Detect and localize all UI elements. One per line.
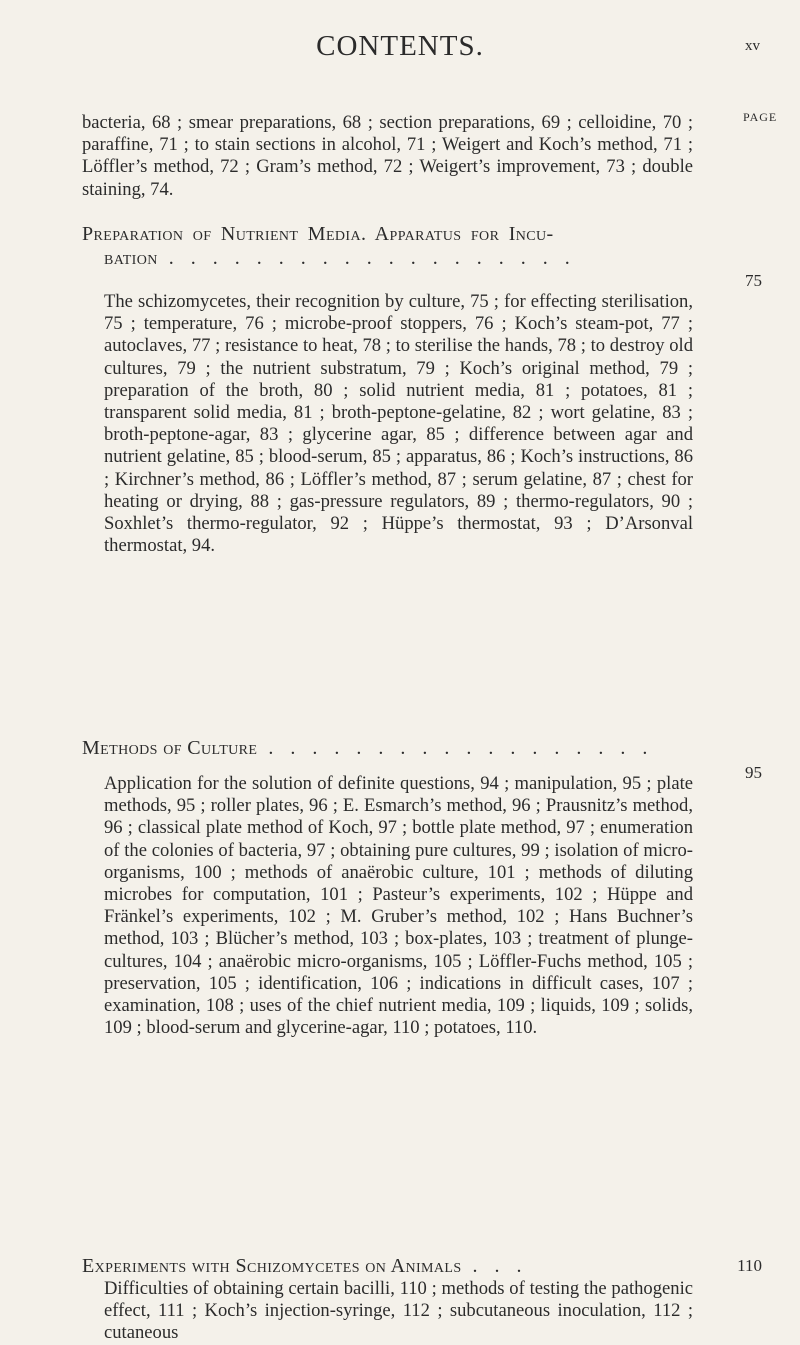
section-heading-text: bation bbox=[104, 247, 158, 269]
page-column-label: PAGE bbox=[743, 110, 778, 124]
page-folio: xv bbox=[745, 38, 760, 54]
section-heading-text: Methods of Culture bbox=[82, 737, 258, 759]
leader-dots: . . . . . . . . . . . . . . . . . . . bbox=[157, 247, 576, 269]
section-heading-experiments-on-animals bbox=[82, 1254, 722, 1278]
section-heading-line-2 bbox=[82, 246, 722, 270]
section-heading-nutrient-media bbox=[82, 222, 722, 270]
section-body: The schizomycetes, their recognition by culture, 75 ; for effecting sterilisation, 75 ; temperature, 76 ; microbe-proof stoppers, 76 ; Koch’s steam-pot, 77 ; autoclaves, 77 ; resistance to heat, 78 ; to sterilise the hands, 78 ; to destroy old cultures, 79 ; the nutrient substratum, 79 ; Koch’s original method, 79 ; preparation of the broth, 80 ; solid nutrient media, 81 ; potatoes, 81 ; transparent solid media, 81 ; broth-peptone-gelatine, 82 ; wort gelatine, 83 ; broth-peptone-agar, 83 ; glycerine agar, 85 ; difference between agar and nutrient gelatine, 85 ; blood-serum, 85 ; apparatus, 86 ; Koch’s instructions, 86 ; Kirchner’s method, 86 ; Löffler’s method, 87 ; serum gelatine, 87 ; chest for heating or drying, 88 ; gas-pressure regulators, 89 ; thermo-regulators, 90 ; Soxhlet’s thermo-regulator, 92 ; Hüppe’s thermostat, 93 ; D’Arsonval thermostat, 94. bbox=[104, 291, 693, 557]
continuation-paragraph: bacteria, 68 ; smear preparations, 68 ; section preparations, 69 ; celloidine, 70 ; paraffine, 71 ; to stain sections in alcohol, 71 ; Weigert and Koch’s method, 71 ; Löffler’s method, 72 ; Gram’s method, 72 ; Weigert’s improvement, 73 ; double staining, 74. bbox=[82, 112, 693, 200]
section-body: Difficulties of obtaining certain bacilli, 110 ; methods of testing the pathogenic effect, 111 ; Koch’s injection-syringe, 112 ; subcutaneous inoculation, 112 ; cutaneous bbox=[104, 1278, 693, 1344]
section-heading-text: Experiments with Schizomycetes on Animals bbox=[82, 1255, 462, 1277]
page-number: 95 bbox=[745, 763, 762, 782]
leader-dots: . . . bbox=[461, 1255, 528, 1277]
leader-dots: . . . . . . . . . . . . . . . . . . bbox=[257, 737, 654, 759]
page-number: 75 bbox=[745, 271, 762, 290]
page-number: 110 bbox=[737, 1256, 762, 1275]
section-heading-methods-of-culture bbox=[82, 736, 722, 760]
section-heading-line: Preparation of Nutrient Media. Apparatus for Incu- bbox=[82, 223, 554, 245]
section-body: Application for the solution of definite questions, 94 ; manipulation, 95 ; plate methods, 95 ; roller plates, 96 ; E. Esmarch’s method, 96 ; Prausnitz’s method, 96 ; classical plate method of Koch, 97 ; bottle plate method, 97 ; enumeration of the colonies of bacteria, 97 ; obtaining pure cultures, 99 ; isolation of micro-organisms, 100 ; methods of anaërobic culture, 101 ; methods of diluting microbes for computation, 101 ; Pasteur’s experiments, 102 ; Hüppe and Fränkel’s experiments, 102 ; M. Gruber’s method, 102 ; Hans Buchner’s method, 103 ; Blücher’s method, 103 ; box-plates, 103 ; treatment of plunge-cultures, 104 ; anaërobic micro-organisms, 105 ; Löffler-Fuchs method, 105 ; preservation, 105 ; identification, 106 ; indications in difficult cases, 107 ; examination, 108 ; uses of the chief nutrient media, 109 ; liquids, 109 ; solids, 109 ; blood-serum and glycerine-agar, 110 ; potatoes, 110. bbox=[104, 773, 693, 1039]
running-head: CONTENTS. bbox=[316, 30, 484, 62]
